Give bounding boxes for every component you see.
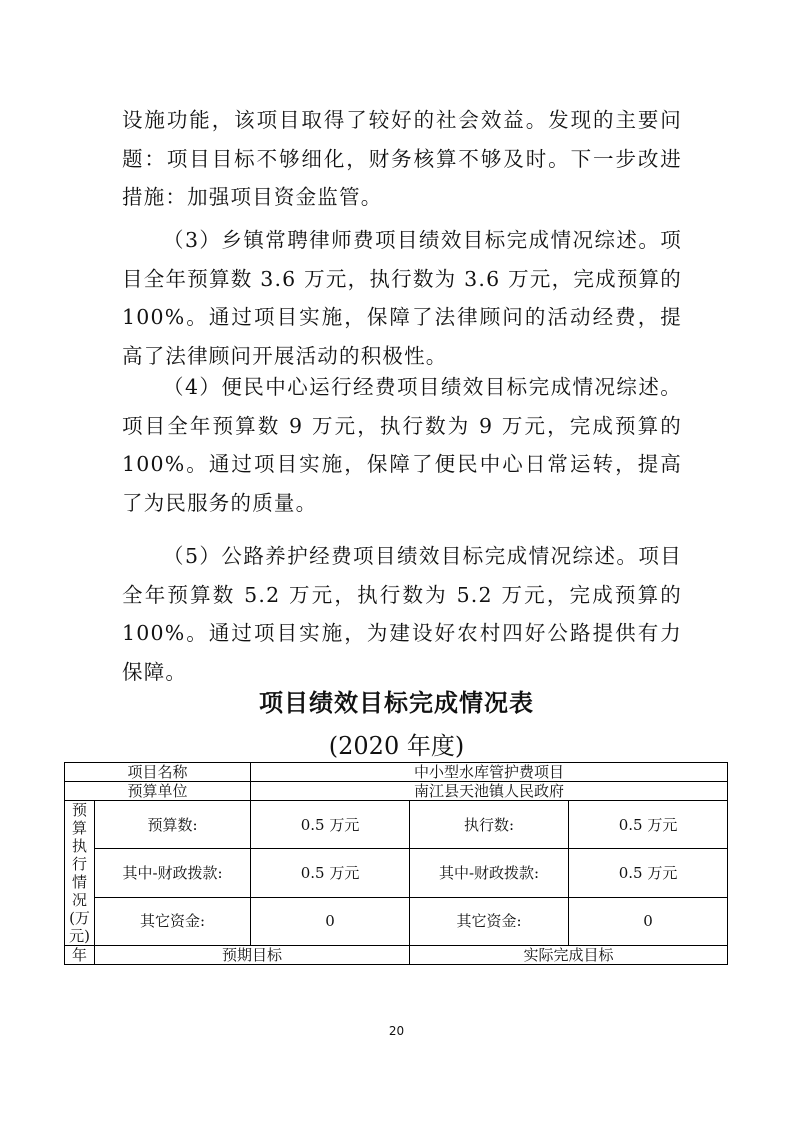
other-funds-label-right: 其它资金: — [410, 897, 569, 945]
paragraph-1: 设施功能，该项目取得了较好的社会效益。发现的主要问题：项目目标不够细化，财务核算不够及时。下一步改进措施：加强项目资金监管。 — [122, 108, 682, 209]
paragraph-2: （3）乡镇常聘律师费项目绩效目标完成情况综述。项目全年预算数 3.6 万元，执行数为 3.6 万元，完成预算的100%。通过项目实施，保障了法律顾问的活动经费，提高了法律顾问开展活动的积极性。 — [122, 228, 682, 368]
budget-unit-label: 预算单位 — [65, 782, 251, 801]
fiscal-label-right: 其中-财政拨款: — [410, 849, 569, 897]
fiscal-value-right: 0.5 万元 — [569, 849, 728, 897]
budget-amount-label: 预算数: — [95, 801, 251, 849]
fiscal-value-left: 0.5 万元 — [251, 849, 410, 897]
other-funds-label-left: 其它资金: — [95, 897, 251, 945]
performance-table — [64, 762, 728, 965]
table-row — [65, 782, 728, 801]
exec-vertical-label: 预 算 执 行 情 况 (万 元) — [65, 801, 95, 946]
budget-unit-value: 南江县天池镇人民政府 — [251, 782, 728, 801]
other-funds-value-left: 0 — [251, 897, 410, 945]
project-name-label: 项目名称 — [65, 763, 251, 782]
fiscal-label-left: 其中-财政拨款: — [95, 849, 251, 897]
table-row — [65, 801, 728, 849]
actual-goal-label: 实际完成目标 — [410, 946, 728, 965]
executed-value: 0.5 万元 — [569, 801, 728, 849]
expected-goal-label: 预期目标 — [95, 946, 410, 965]
paragraph-4: （5）公路养护经费项目绩效目标完成情况综述。项目全年预算数 5.2 万元，执行数为 5.2 万元，完成预算的 100%。通过项目实施，为建设好农村四好公路提供有力保障。 — [122, 544, 682, 684]
table-row — [65, 897, 728, 945]
budget-amount-value: 0.5 万元 — [251, 801, 410, 849]
year-label: 年 — [65, 946, 95, 965]
project-name-value: 中小型水库管护费项目 — [251, 763, 728, 782]
table-row — [65, 849, 728, 897]
paragraph-3: （4）便民中心运行经费项目绩效目标完成情况综述。项目全年预算数 9 万元，执行数为 9 万元，完成预算的 100%。通过项目实施，保障了便民中心日常运转，提高了为民服务的质量。 — [122, 375, 682, 515]
executed-label: 执行数: — [410, 801, 569, 849]
other-funds-value-right: 0 — [569, 897, 728, 945]
table-title: 项目绩效目标完成情况表 — [259, 689, 534, 717]
page-number: 20 — [388, 1024, 405, 1038]
table-row — [65, 763, 728, 782]
table-subtitle: (2020 年度) — [328, 732, 465, 760]
table-row — [65, 946, 728, 965]
